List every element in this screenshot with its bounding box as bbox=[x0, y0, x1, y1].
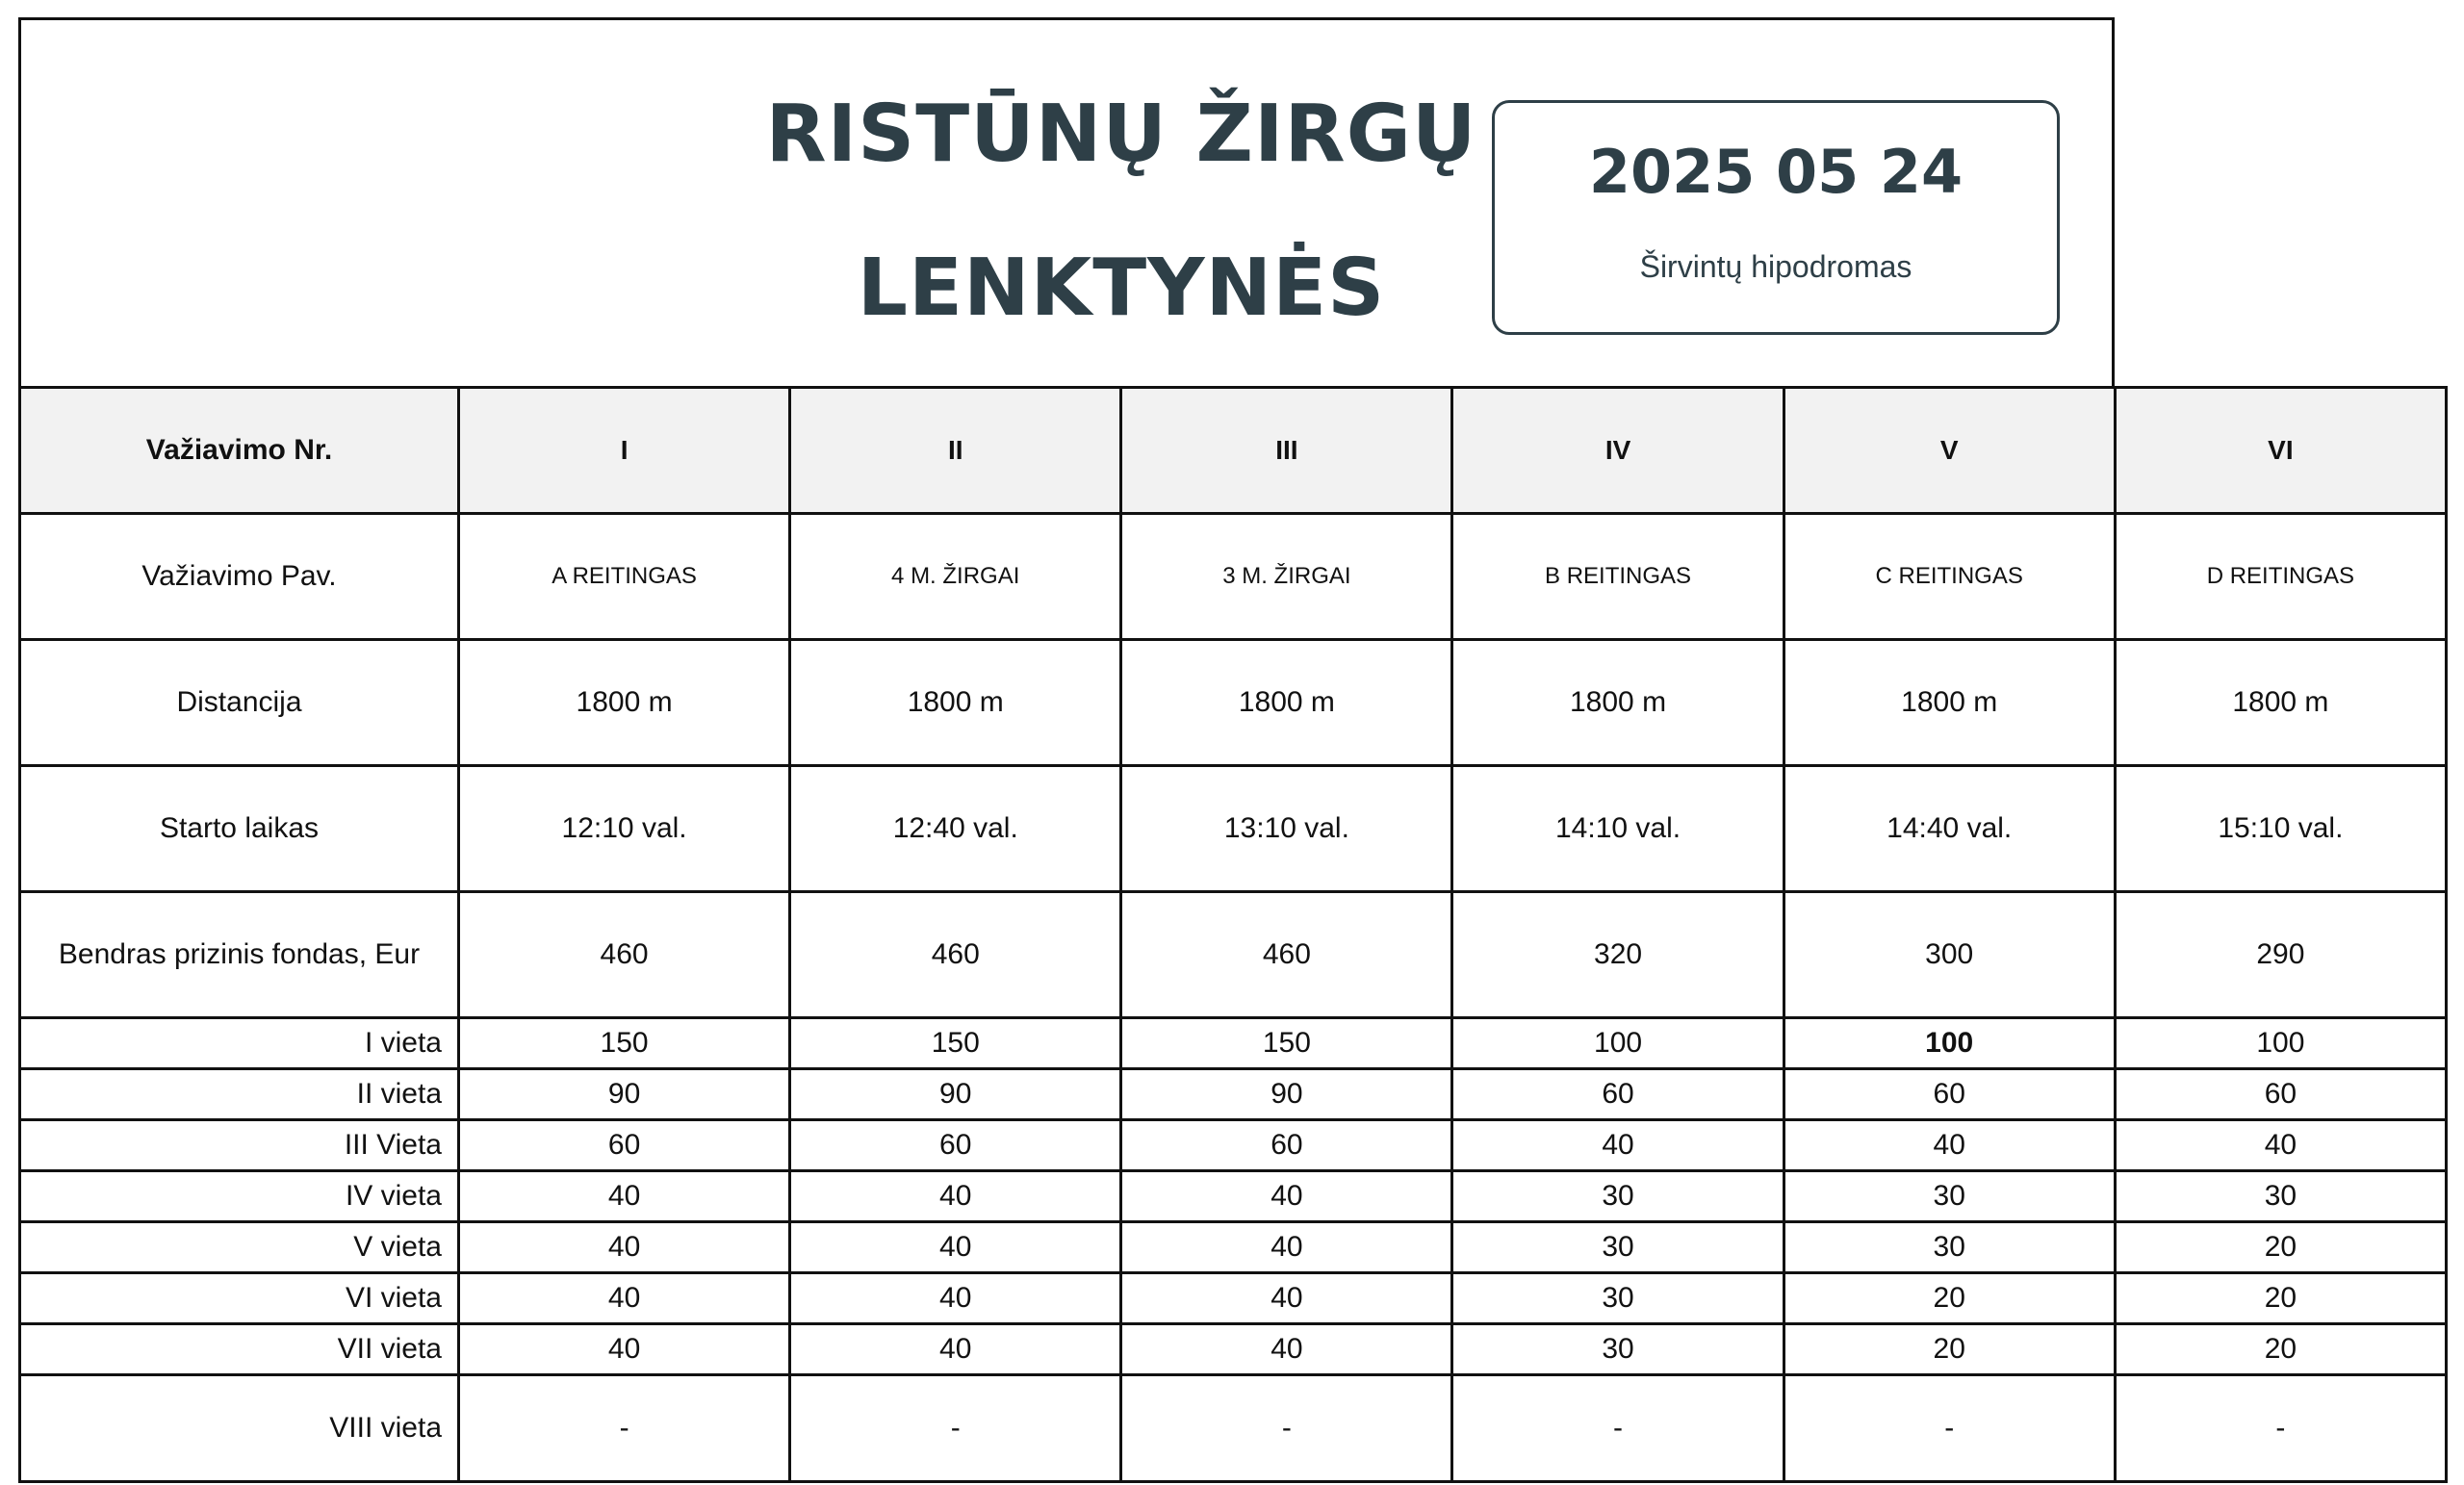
race-number: I bbox=[459, 388, 790, 514]
distance-value: 1800 m bbox=[459, 640, 790, 766]
table-header-row bbox=[20, 388, 2447, 514]
table-row bbox=[20, 640, 2447, 766]
table-row bbox=[20, 1273, 2447, 1324]
start-time-value: 13:10 val. bbox=[1121, 766, 1452, 892]
table-row bbox=[20, 1222, 2447, 1273]
prize-fund-value: 460 bbox=[790, 892, 1121, 1018]
prize-value: 40 bbox=[1121, 1222, 1452, 1273]
prize-value: 30 bbox=[1452, 1273, 1784, 1324]
place-label: II vieta bbox=[20, 1069, 459, 1120]
place-label: VI vieta bbox=[20, 1273, 459, 1324]
prize-value: 90 bbox=[459, 1069, 790, 1120]
start-time-value: 12:10 val. bbox=[459, 766, 790, 892]
page-title bbox=[674, 58, 1569, 366]
table-row bbox=[20, 514, 2447, 640]
prize-value: 40 bbox=[459, 1324, 790, 1375]
distance-value: 1800 m bbox=[1784, 640, 2115, 766]
distance-value: 1800 m bbox=[1121, 640, 1452, 766]
prize-value: 30 bbox=[1452, 1324, 1784, 1375]
place-label: I vieta bbox=[20, 1018, 459, 1069]
prize-value: 60 bbox=[1784, 1069, 2115, 1120]
date-box bbox=[1492, 100, 2060, 335]
title-line-2: LENKTYNĖS bbox=[857, 243, 1386, 334]
race-number: IV bbox=[1452, 388, 1784, 514]
race-name: 4 M. ŽIRGAI bbox=[790, 514, 1121, 640]
prize-value: - bbox=[1121, 1375, 1452, 1482]
start-time-value: 15:10 val. bbox=[2115, 766, 2446, 892]
prize-value: 30 bbox=[1784, 1171, 2115, 1222]
place-label: V vieta bbox=[20, 1222, 459, 1273]
race-name: 3 M. ŽIRGAI bbox=[1121, 514, 1452, 640]
race-name: C REITINGAS bbox=[1784, 514, 2115, 640]
prize-value: 40 bbox=[790, 1222, 1121, 1273]
prize-value: 60 bbox=[1121, 1120, 1452, 1171]
race-name-label: Važiavimo Pav. bbox=[20, 514, 459, 640]
event-date: 2025 05 24 bbox=[1588, 137, 1964, 207]
prize-fund-value: 300 bbox=[1784, 892, 2115, 1018]
prize-value: 60 bbox=[459, 1120, 790, 1171]
prize-fund-value: 290 bbox=[2115, 892, 2446, 1018]
start-time-value: 12:40 val. bbox=[790, 766, 1121, 892]
start-time-value: 14:40 val. bbox=[1784, 766, 2115, 892]
distance-label: Distancija bbox=[20, 640, 459, 766]
place-label: III Vieta bbox=[20, 1120, 459, 1171]
prize-value: 60 bbox=[1452, 1069, 1784, 1120]
races-table bbox=[18, 386, 2448, 1483]
prize-value: 100 bbox=[2115, 1018, 2446, 1069]
prize-value: 100 bbox=[1452, 1018, 1784, 1069]
prize-value: 30 bbox=[1452, 1171, 1784, 1222]
prize-value: 60 bbox=[2115, 1069, 2446, 1120]
table-row bbox=[20, 1018, 2447, 1069]
prize-value: - bbox=[1452, 1375, 1784, 1482]
start-time-label: Starto laikas bbox=[20, 766, 459, 892]
prize-value: 90 bbox=[1121, 1069, 1452, 1120]
prize-fund-value: 460 bbox=[459, 892, 790, 1018]
prize-value: 20 bbox=[2115, 1324, 2446, 1375]
prize-value: - bbox=[790, 1375, 1121, 1482]
prize-value: - bbox=[1784, 1375, 2115, 1482]
prize-value: 40 bbox=[1121, 1273, 1452, 1324]
prize-value: 150 bbox=[459, 1018, 790, 1069]
prize-value: 30 bbox=[2115, 1171, 2446, 1222]
race-number: III bbox=[1121, 388, 1452, 514]
table-row bbox=[20, 766, 2447, 892]
distance-value: 1800 m bbox=[2115, 640, 2446, 766]
table-row bbox=[20, 1324, 2447, 1375]
prize-value: 40 bbox=[1452, 1120, 1784, 1171]
prize-value: 100 bbox=[1784, 1018, 2115, 1069]
prize-value: 20 bbox=[2115, 1222, 2446, 1273]
race-number-label: Važiavimo Nr. bbox=[20, 388, 459, 514]
prize-value: 40 bbox=[459, 1222, 790, 1273]
race-number: V bbox=[1784, 388, 2115, 514]
prize-value: 40 bbox=[790, 1171, 1121, 1222]
prize-value: 40 bbox=[459, 1273, 790, 1324]
prize-value: 40 bbox=[459, 1171, 790, 1222]
race-name: B REITINGAS bbox=[1452, 514, 1784, 640]
prize-value: 150 bbox=[790, 1018, 1121, 1069]
venue-name: Širvintų hipodromas bbox=[1639, 249, 1912, 284]
distance-value: 1800 m bbox=[1452, 640, 1784, 766]
prize-value: 40 bbox=[790, 1324, 1121, 1375]
prize-value: 40 bbox=[2115, 1120, 2446, 1171]
prize-value: 40 bbox=[1121, 1171, 1452, 1222]
place-label: IV vieta bbox=[20, 1171, 459, 1222]
race-number: II bbox=[790, 388, 1121, 514]
prize-value: 40 bbox=[1121, 1324, 1452, 1375]
place-label: VIII vieta bbox=[20, 1375, 459, 1482]
prize-fund-label: Bendras prizinis fondas, Eur bbox=[20, 892, 459, 1018]
prize-fund-value: 460 bbox=[1121, 892, 1452, 1018]
title-line-1: RISTŪNŲ ŽIRGŲ bbox=[765, 89, 1477, 180]
prize-value: 20 bbox=[1784, 1324, 2115, 1375]
prize-value: 30 bbox=[1784, 1222, 2115, 1273]
distance-value: 1800 m bbox=[790, 640, 1121, 766]
prize-value: 90 bbox=[790, 1069, 1121, 1120]
race-number: VI bbox=[2115, 388, 2446, 514]
prize-value: 20 bbox=[1784, 1273, 2115, 1324]
table-row bbox=[20, 1375, 2447, 1482]
prize-value: 150 bbox=[1121, 1018, 1452, 1069]
prize-value: 40 bbox=[1784, 1120, 2115, 1171]
race-name: D REITINGAS bbox=[2115, 514, 2446, 640]
prize-value: 40 bbox=[790, 1273, 1121, 1324]
prize-value: 30 bbox=[1452, 1222, 1784, 1273]
table-row bbox=[20, 1069, 2447, 1120]
prize-value: 20 bbox=[2115, 1273, 2446, 1324]
start-time-value: 14:10 val. bbox=[1452, 766, 1784, 892]
prize-value: 60 bbox=[790, 1120, 1121, 1171]
table-row bbox=[20, 1120, 2447, 1171]
place-label: VII vieta bbox=[20, 1324, 459, 1375]
table-row bbox=[20, 1171, 2447, 1222]
prize-value: - bbox=[459, 1375, 790, 1482]
table-row bbox=[20, 892, 2447, 1018]
race-name: A REITINGAS bbox=[459, 514, 790, 640]
prize-fund-value: 320 bbox=[1452, 892, 1784, 1018]
prize-value: - bbox=[2115, 1375, 2446, 1482]
